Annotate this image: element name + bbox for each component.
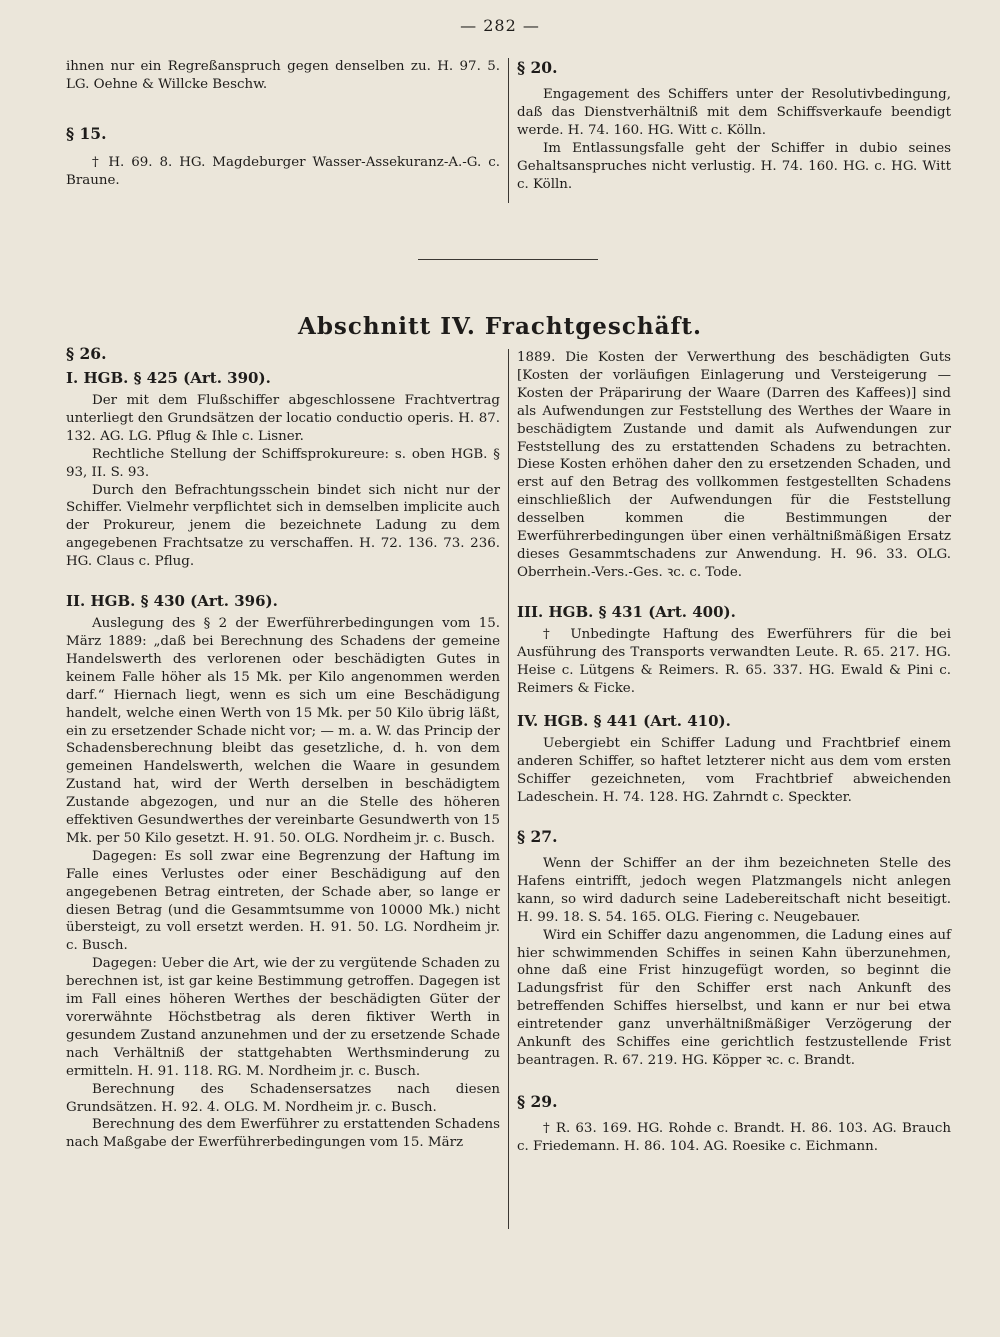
paragraph: 1889. Die Kosten der Verwerthung des beschädigten Guts [Kosten der vorläufigen Einlagerung und Versteigerung — Kosten der Präparirung der Waare (Darren des Kaffees)] sind als Aufwendungen zur Feststellung des Werthes der Waare in beschädigtem Zustande und damit als Aufwendungen zur Feststellung des zu erstattenden Schadens zu betrachten. Diese Kosten erhöhen daher den zu ersetzenden Schaden, und erst auf den Betrag des vollkommen festgestellten Schadens einschließlich der Aufwendungen für die Feststellung desselben kommen die Bestimmungen der Ewerführerbedingungen über einen verhältnißmäßigen Ersatz dieses Gesammtschadens zur Anwendung. H. 96. 33. OLG. Oberrhein.-Vers.-Ges. ꝛc. c. Tode. bbox=[517, 350, 951, 580]
paragraph: Berechnung des dem Ewerführer zu erstattenden Schadens nach Maßgabe der Ewerführerbedingungen vom 15. März bbox=[66, 1117, 500, 1151]
column-divider bbox=[508, 349, 509, 1229]
paragraph: † H. 69. 8. HG. Magdeburger Wasser-Assekuranz-A.-G. c. Braune. bbox=[66, 154, 500, 188]
section-heading: § 26. bbox=[66, 344, 107, 363]
paragraph: Der mit dem Flußschiffer abgeschlossene Frachtvertrag unterliegt den Grundsätzen der locatio conductio operis. H. 87. 132. AG. LG. Pflug & Ihle c. Lisner. bbox=[66, 393, 500, 444]
separator-rule bbox=[418, 259, 598, 260]
top-right-column bbox=[517, 58, 951, 193]
bottom-left-column bbox=[66, 344, 500, 1152]
section-heading: § 27. bbox=[517, 827, 558, 847]
column-divider bbox=[508, 58, 509, 203]
paragraph: Dagegen: Ueber die Art, wie der zu vergütende Schaden zu berechnen ist, ist gar keine Bestimmung getroffen. Dagegen ist im Fall eines höheren Werthes der beschädigten Güter der vorerwähnte Höchstbetrag als deren fiktiver Werth in gesundem Zustand anzunehmen und der zu ersetzende Schade nach Verhältniß der stattgehabten Werthsminderung zu ermitteln. H. 91. 118. RG. M. Nordheim jr. c. Busch. bbox=[66, 956, 500, 1079]
chapter-title: Abschnitt IV. Frachtgeschäft. bbox=[297, 313, 703, 340]
page-number: — 282 — bbox=[460, 16, 540, 35]
paragraph: Uebergiebt ein Schiffer Ladung und Frachtbrief einem anderen Schiffer, so haftet letzterer nicht aus dem vom ersten Schiffer gezeichneten, vom Frachtbrief abweichenden Ladeschein. H. 74. 128. HG. Zahrndt c. Speckter. bbox=[517, 736, 951, 806]
top-left-column bbox=[66, 58, 500, 190]
paragraph: Wenn der Schiffer an der ihm bezeichneten Stelle des Hafens eintrifft, jedoch wegen Platzmangels nicht anlegen kann, so wird dadurch seine Ladebereitschaft nicht beseitigt. H. 99. 18. S. 54. 165. OLG. Fiering c. Neugebauer. bbox=[517, 856, 951, 925]
paragraph: Auslegung des § 2 der Ewerführerbedingungen vom 15. März 1889: „daß bei Berechnung des Schadens der gemeine Handelswerth des verlorenen oder beschädigten Gutes in keinem Falle höher als 15 Mk. per Kilo angenommen werden darf.“ Hiernach liegt, wenn es sich um eine Beschädigung handelt, welche einen Werth von 15 Mk. per 50 Kilo übrig läßt, ein zu ersetzender Schade nicht vor; — m. a. W. das Princip der Schadensberechnung bleibt das gesetzliche, d. h. von dem gemeinen Handelswerth, welchen die Waare in gesundem Zustand hat, wird der Werth derselben in beschädigtem Zustande abgezogen, und nur an die Stelle des höheren effektiven Gesundwerthes der vereinbarte Gesundwerth von 15 Mk. per 50 Kilo gesetzt. H. 91. 50. OLG. Nordheim jr. c. Busch. bbox=[66, 616, 500, 846]
subsection-heading: I. HGB. § 425 (Art. 390). bbox=[66, 369, 271, 387]
bottom-right-column bbox=[517, 349, 951, 1156]
section-heading: § 29. bbox=[517, 1091, 558, 1111]
paragraph: Rechtliche Stellung der Schiffsprokureure: s. oben HGB. § 93, II. S. 93. bbox=[66, 446, 500, 480]
subsection-heading: IV. HGB. § 441 (Art. 410). bbox=[517, 712, 731, 731]
paragraph: Im Entlassungsfalle geht der Schiffer in dubio seines Gehaltsanspruches nicht verlustig. H. 74. 160. HG. c. HG. Witt c. Kölln. bbox=[517, 140, 951, 192]
paragraph: Berechnung des Schadensersatzes nach diesen Grundsätzen. H. 92. 4. OLG. M. Nordheim jr. c. Busch. bbox=[66, 1081, 500, 1115]
section-heading: § 15. bbox=[66, 123, 107, 143]
subsection-heading: II. HGB. § 430 (Art. 396). bbox=[66, 592, 278, 611]
paragraph: † Unbedingte Haftung des Ewerführers für die bei Ausführung des Transports verwandten Leute. R. 65. 217. HG. Heise c. Lütgens & Reimers. R. 65. 337. HG. Ewald & Pini c. Reimers & Ficke. bbox=[517, 626, 951, 696]
paragraph: † R. 63. 169. HG. Rohde c. Brandt. H. 86. 103. AG. Brauch c. Friedemann. H. 86. 104. AG. Roesike c. Eichmann. bbox=[517, 1120, 951, 1154]
paragraph: Engagement des Schiffers unter der Resolutivbedingung, daß das Dienstverhältniß mit dem Schiffsverkaufe beendigt werde. H. 74. 160. HG. Witt c. Kölln. bbox=[517, 87, 951, 138]
paragraph: ihnen nur ein Regreßanspruch gegen denselben zu. H. 97. 5. LG. Oehne & Willcke Beschw. bbox=[66, 59, 500, 92]
subsection-heading: III. HGB. § 431 (Art. 400). bbox=[517, 602, 736, 621]
paragraph: Wird ein Schiffer dazu angenommen, die Ladung eines auf hier schwimmenden Schiffes in seinen Kahn überzunehmen, ohne daß eine Frist hinzugefügt worden, so beginnt die Ladungsfrist für den Schiffer erst nach Ankunft des betreffenden Schiffes hierselbst, und kann er nur bei etwa eintretender ganz unverhältnißmäßiger Verzögerung der Ankunft des Schiffes eine gerichtlich festzustellende Frist beantragen. R. 67. 219. HG. Köpper ꝛc. c. Brandt. bbox=[517, 927, 951, 1068]
paragraph: Durch den Befrachtungsschein bindet sich nicht nur der Schiffer. Vielmehr verpflichtet sich in demselben implicite auch der Prokureur, jenem die bezeichnete Ladung zu dem angegebenen Frachtsatze zu verschaffen. H. 72. 136. 73. 236. HG. Claus c. Pflug. bbox=[66, 482, 500, 570]
paragraph: Dagegen: Es soll zwar eine Begrenzung der Haftung im Falle eines Verlustes oder einer Beschädigung auf den angegebenen Betrag eintreten, der Schade aber, so lange er diesen Betrag (und die Gesammtsumme von 10000 Mk.) nicht übersteigt, zu voll ersetzt werden. H. 91. 50. LG. Nordheim jr. c. Busch. bbox=[66, 848, 500, 954]
section-heading: § 20. bbox=[517, 58, 558, 77]
